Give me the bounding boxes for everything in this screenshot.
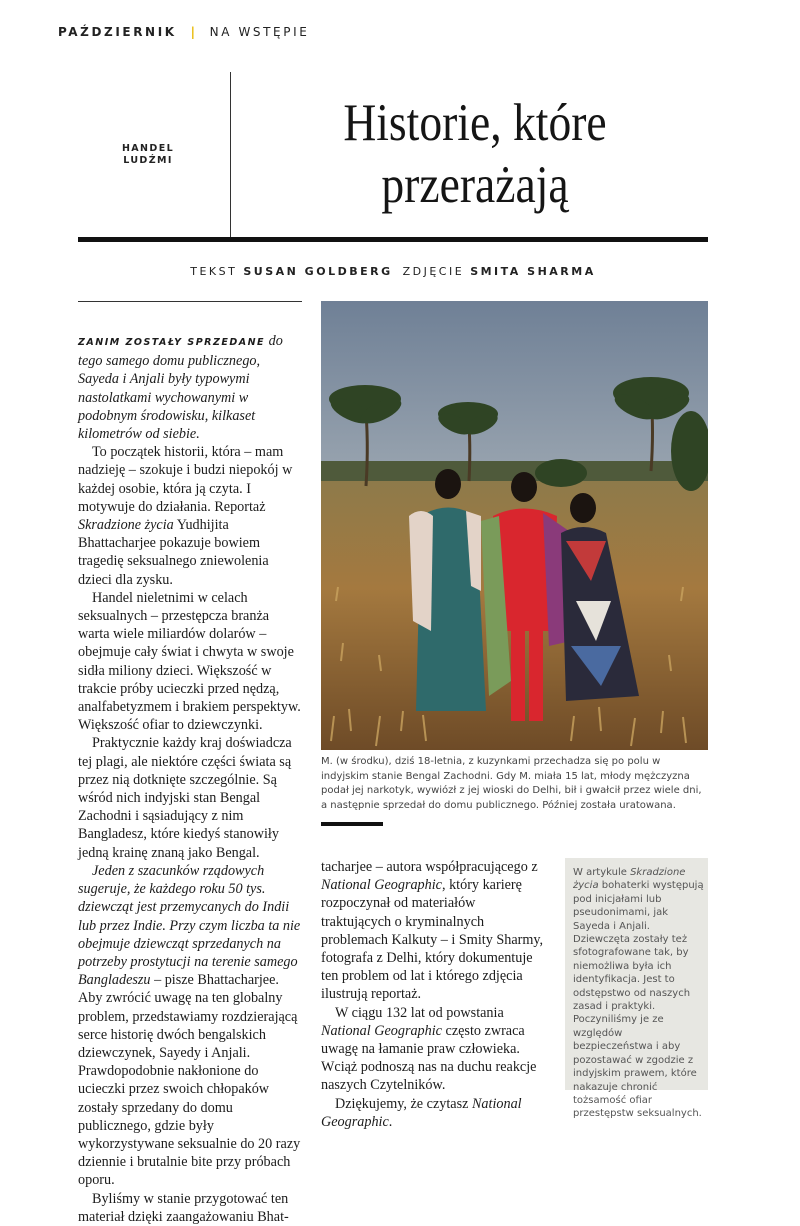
lead-text: do tego samego domu publicznego, Sayeda i Anjali były typowymi nastolatkami wychowanymi w podobnym środowisku, kilkaset kilometrów od siebie. <box>78 333 283 443</box>
photo-caption: M. (w środku), dziś 18-letnia, z kuzynkami przechadza się po polu w indyjskim stanie Bengal Zachodni. Gdy M. miała 15 lat, młody mężczyzna podał jej narkotyk, wywiózł z jej wioski do Delhi, bił i gwałcił przez wiele dni, a następnie sprzedał do domu publicznego. Później została uratowana. <box>321 756 702 811</box>
header-divider: | <box>190 25 198 39</box>
photo-illustration <box>321 301 708 750</box>
title-line-1: Historie, które <box>343 94 607 152</box>
byline-author: SUSAN GOLDBERG <box>243 265 393 278</box>
byline-text-label: TEKST <box>190 265 238 278</box>
paragraph: W ciągu 132 lat od powstania National Geographic często zwraca uwagę na łamanie praw człowieka. Wciąż podnoszą nas na duchu reakcje naszych Czytelników. <box>321 1004 537 1094</box>
lead-caps: ZANIM ZOSTAŁY SPRZEDANE <box>78 337 266 348</box>
section-label: PAŹDZIERNIK <box>58 25 177 39</box>
title-line-2: przerażają <box>381 156 569 214</box>
kicker-line-2: LUDŹMI <box>123 155 173 166</box>
byline-photographer: SMITA SHARMA <box>470 265 596 278</box>
paragraph: Jeden z szacunków rządowych sugeruje, że każdego roku 50 tys. dziewcząt jest przemycanych do Indii lub przez Indie. Przy czym liczba ta nie obejmuje dziewcząt sprzedanych na potrzeby prostytucji na terenie samego Bangladeszu – pisze Bhattacharjee. Aby zwrócić uwagę na ten globalny problem, przedstawiamy rozdzierającą serce historię dwóch bengalskich dziewczynek, Sayedy i Anjali. Prawdopodobnie nakłonione do ucieczki przez swoich chłopaków zostały sprzedany do domu publicznego, gdzie były wykorzystywane seksualnie do 20 razy dziennie i brutalnie bite przy próbach oporu. <box>78 862 301 1189</box>
topic-kicker <box>100 143 196 167</box>
paragraph: Dziękujemy, że czytasz National Geographic. <box>321 1095 522 1130</box>
subsection-label: NA WSTĘPIE <box>209 25 310 39</box>
article-photo <box>321 301 708 750</box>
caption-rule <box>321 822 383 826</box>
paragraph: Byliśmy w stanie przygotować ten materiał dzięki zaangażowaniu Bhat- <box>78 1190 289 1225</box>
running-header <box>58 25 309 39</box>
title-rule <box>78 237 708 242</box>
vertical-divider <box>230 72 231 237</box>
lead-paragraph <box>78 332 302 443</box>
column-rule <box>78 301 302 302</box>
paragraph: tacharjee – autora współpracującego z National Geographic, który karierę rozpoczynał od materiałów traktujących o kryminalnych problemach Kalkuty – i Smity Sharmy, fotografa z Delhi, który dokumentuje ten problem od lat i którego zdjęcia ilustrują reportaż. <box>321 859 544 1003</box>
paragraph: Praktycznie każdy kraj doświadcza tej plagi, ale niektóre części świata są przez nią dotknięte szczególnie. Są wśród nich indyjski stan Bengal Zachodni i sąsiadujący z nim Bangladesz, które kiedyś stanowiły jedną krainę znaną jako Bengal. <box>78 735 292 861</box>
page-title <box>273 92 677 216</box>
article-column-1 <box>78 332 302 1226</box>
kicker-line-1: HANDEL <box>121 143 175 154</box>
sidebar-note: W artykule Skradzione życia bohaterki występują pod inicjałami lub pseudonimami, jak Sayeda i Anjali. Dziewczęta zostały też sfotografowane tak, by niemożliwa była ich identyfikacja. Jest to odstępstwo od naszych zasad i praktyki. Poczyniliśmy je ze względów bezpieczeństwa i aby pozostawać w zgodzie z indyjskim prawem, które nakazuje chronić tożsamość ofiar przestępstw seksualnych. <box>573 867 704 1120</box>
paragraph: To początek historii, która – mam nadzieję – szokuje i budzi niepokój w każdej osobie, która ją czyta. I motywuje do działania. Reportaż Skradzione życia Yudhijita Bhattacharjee pokazuje bowiem tragedię seksualnego zniewolenia dzieci dla zysku. <box>78 444 293 588</box>
byline <box>78 265 708 278</box>
paragraph: Handel nieletnimi w celach seksualnych – przestępcza branża warta wiele miliardów dolarów – obejmuje cały świat i chwyta w swoje sidła miliony dzieci. Większość w trakcie próby ucieczki przed nędzą, analfabetyzmem i brakiem perspektyw. Większość ofiar to dziewczynki. <box>78 589 301 734</box>
byline-photo-label: ZDJĘCIE <box>402 265 465 278</box>
article-column-2 <box>321 858 545 1131</box>
